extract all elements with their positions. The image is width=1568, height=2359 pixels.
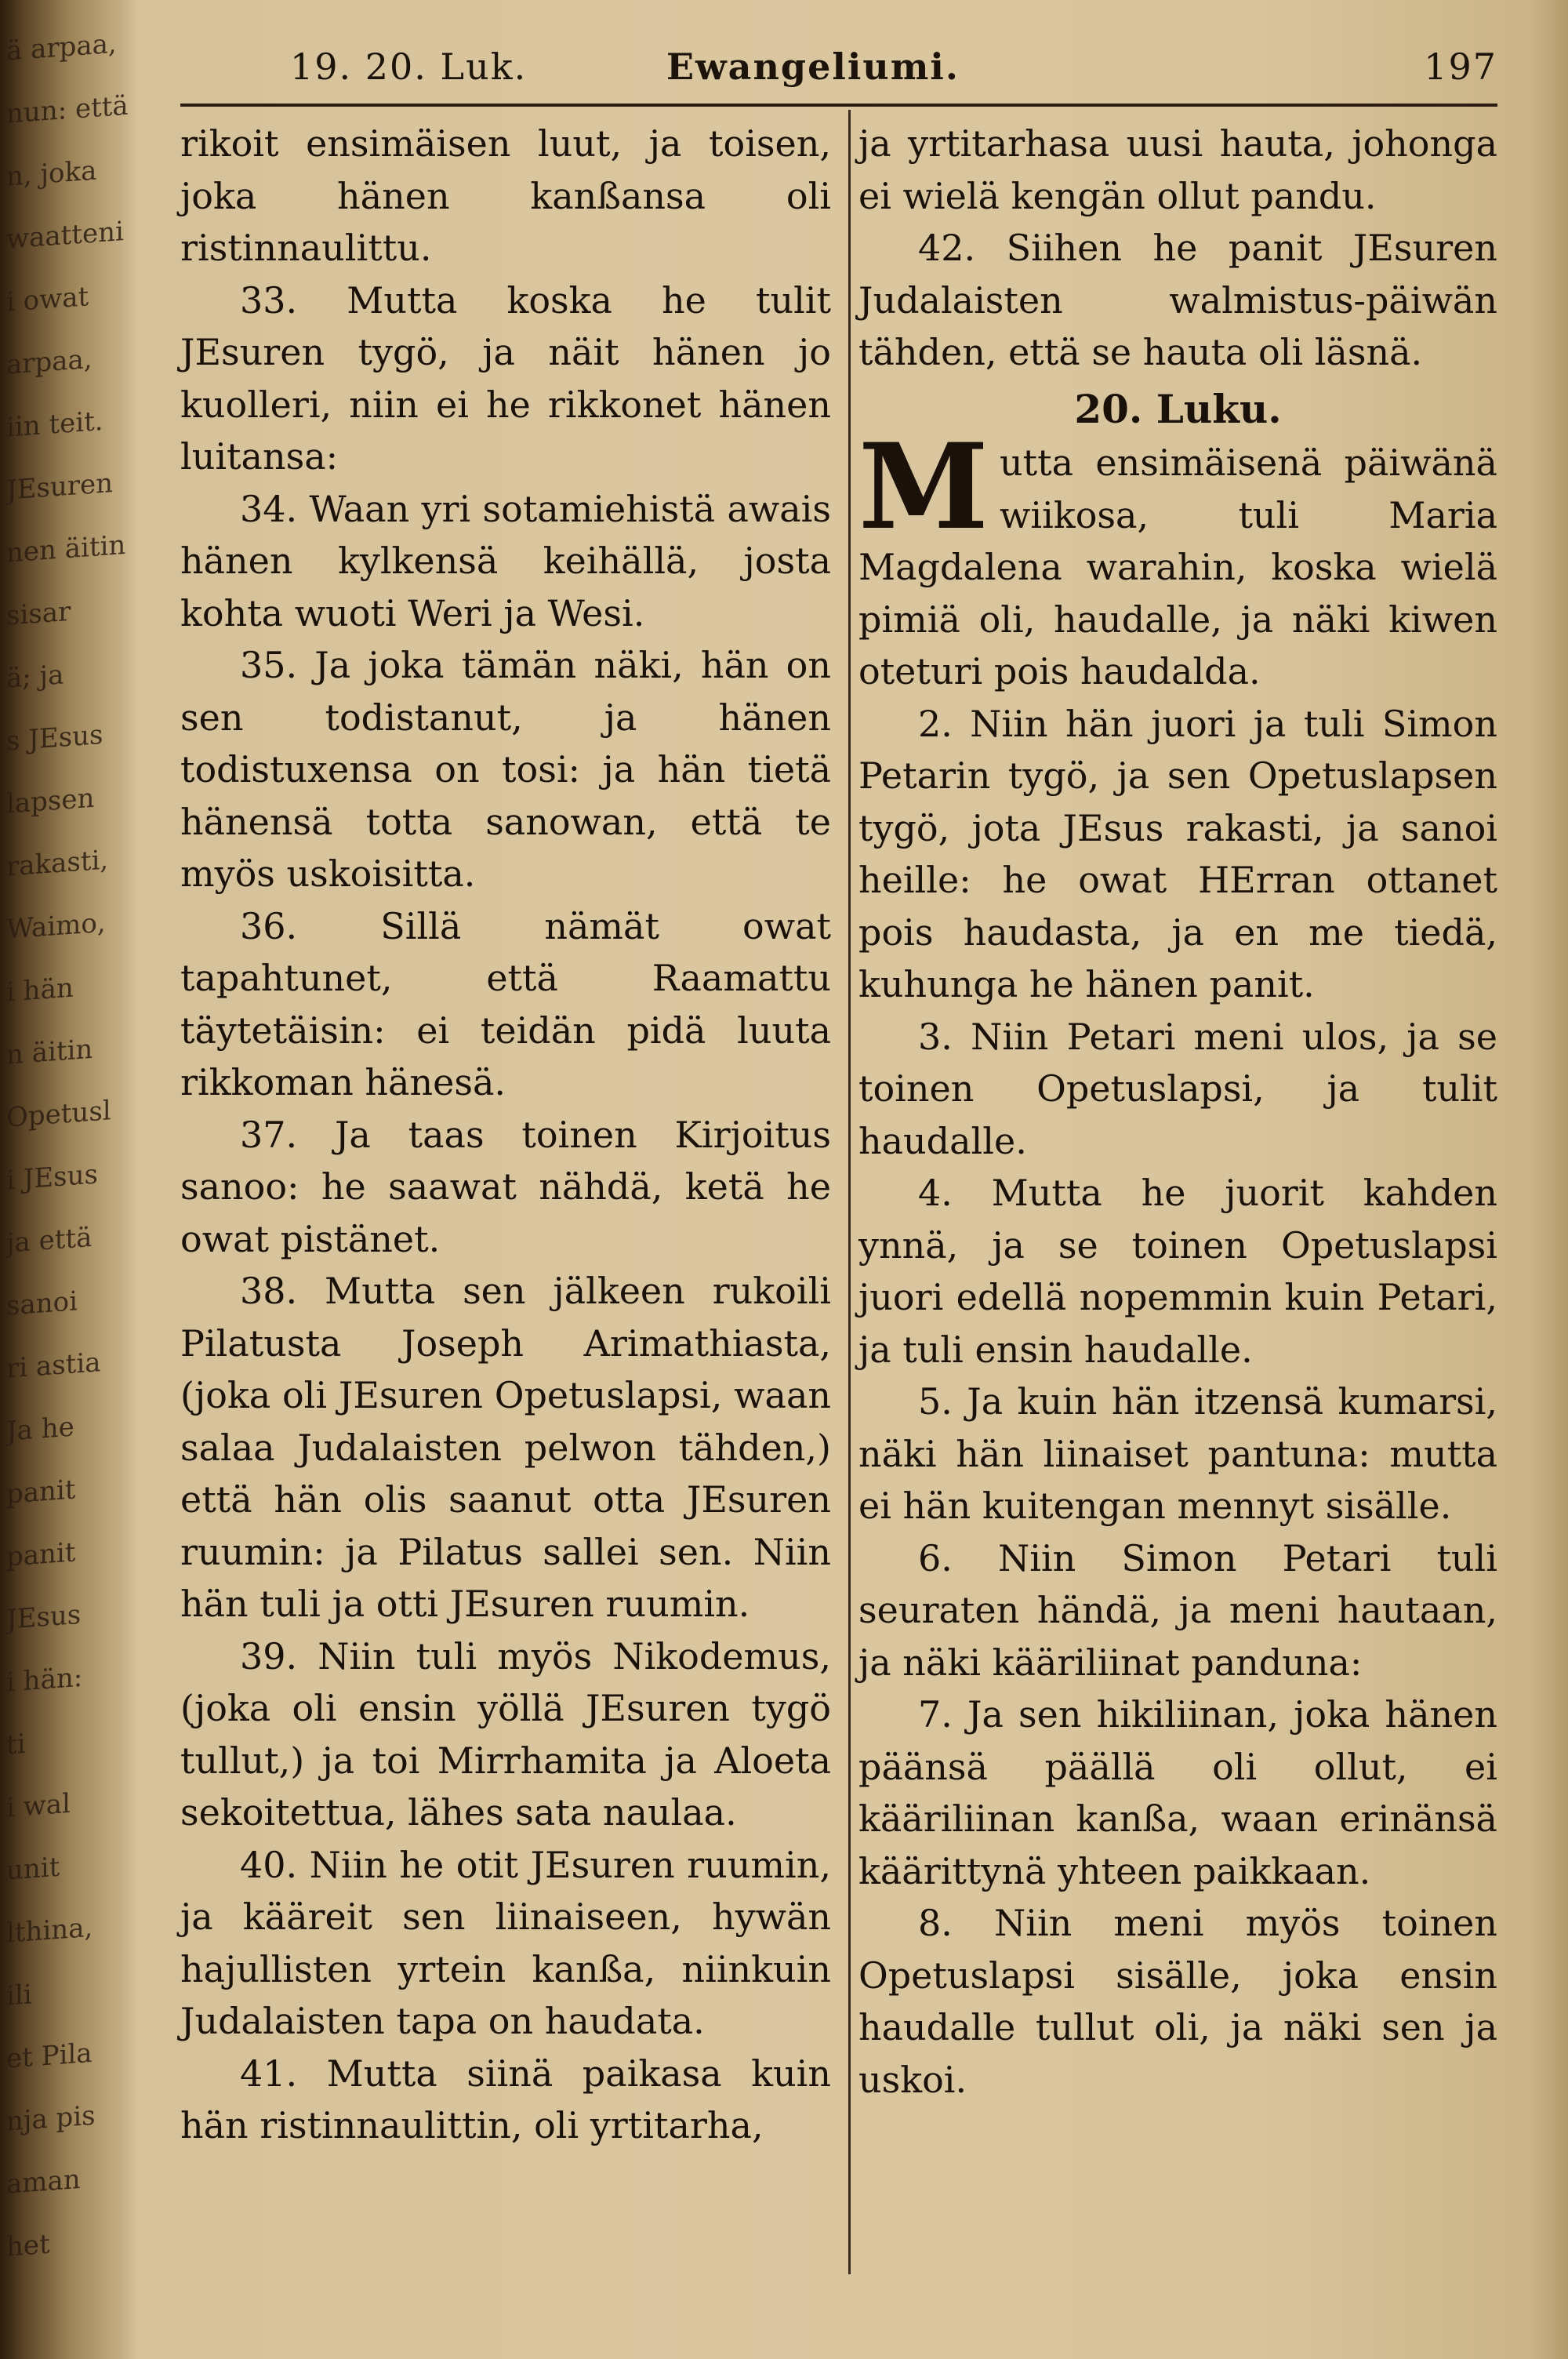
verse: 40. Niin he otit JEsuren ruumin, ja kääreit sen liinaiseen, hywän hajullisten yrtein kanßa, niinkuin Judalaisten tapa on haudata. [180,1843,831,2042]
chapter-opening-verse [858,418,1497,698]
gutter-text-fragment: sanoi [6,1285,78,1322]
gutter-text-fragment: et Pila [6,2037,93,2075]
gutter-text-fragment: JEsus [6,1598,82,1636]
verse: 35. Ja joka tämän näki, hän on sen todistanut, ja hänen todistuxensa on tosi: ja hän tietä hänensä totta sanowan, että te myös uskoisitta. [180,644,831,895]
verse: 8. Niin meni myös toinen Opetuslapsi sisälle, joka ensin haudalle tullut oli, ja näki sen ja uskoi. [858,1902,1497,2101]
gutter-text-fragment: ja että [6,1221,93,1259]
gutter-text-fragment: i JEsus [6,1158,98,1197]
verse: 4. Mutta he juorit kahden ynnä, ja se toinen Opetuslapsi juori edellä nopemmin kuin Petari, ja tuli ensin haudalle. [858,1172,1497,1371]
verse: 41. Mutta siinä paikasa kuin hän ristinnaulittin, oli yrtitarha, [180,2052,831,2146]
verse: 38. Mutta sen jälkeen rukoili Pilatusta Joseph Arimathiasta, (joka oli JEsuren Opetuslapsi, waan salaa Judalaisten pelwon tähden,) että hän olis saanut otta JEsuren ruumin: ja Pilatus sallei sen. Niin hän tuli ja otti JEsuren ruumin. [180,1270,831,1625]
right-column [858,118,1497,2106]
gutter-text-fragment: i wal [6,1787,71,1824]
verse: 42. Siihen he panit JEsuren Judalaisten walmistus-päiwän tähden, että se hauta oli läsnä. [858,227,1497,373]
gutter-text-fragment: nja pis [6,2099,96,2138]
drop-cap: M [858,418,989,556]
verse: 7. Ja sen hikiliinan, joka hänen päänsä päällä oli ollut, ei kääriliinan kanßa, waan erinänsä käärittynä yhteen paikkaan. [858,1693,1497,1892]
gutter-text-fragment: waatteni [6,216,124,256]
gutter-text-fragment: i hän: [6,1661,83,1699]
gutter-text-fragment: JEsuren [6,467,114,507]
page-number: 197 [1424,45,1497,88]
gutter-text-fragment: panit [6,1536,76,1573]
verse-continuation: ja yrtitarhasa uusi hauta, johonga ei wielä kengän ollut pandu. [858,122,1497,217]
chapter-heading: 20. Luku. [1074,385,1282,432]
verse: 36. Sillä nämät owat tapahtunet, että Raamattu täytetäisin: ei teidän pidä luuta rikkoman hänesä. [180,904,831,1103]
running-header [180,45,1497,100]
gutter-text-fragment: Ja he [6,1411,74,1448]
gutter-text-fragment: aman [6,2163,81,2201]
gutter-text-fragment: arpaa, [6,343,93,381]
gutter-text-fragment: i owat [6,281,89,318]
gutter-text-fragment: iin teit. [6,405,103,444]
header-chapter-ref: 19. 20. Luk. [290,45,528,88]
gutter-text-fragment: s JEsus [6,718,103,758]
facing-page-gutter [0,0,137,2359]
gutter-text-fragment: unit [6,1851,60,1887]
header-rule [180,104,1497,107]
verse: 37. Ja taas toinen Kirjoitus sanoo: he saawat nähdä, ketä he owat pistänet. [180,1113,831,1260]
column-divider [848,110,851,2274]
gutter-text-fragment: panit [6,1474,76,1510]
gutter-text-fragment: Waimo, [6,907,106,946]
verse-text: utta ensimäisenä päiwänä wiikosa, tuli Maria Magdalena warahin, koska wielä pimiä oli, haudalle, ja näki kiwen oteturi pois haudalda. [858,442,1497,692]
gutter-text-fragment: ri astia [6,1347,101,1385]
gutter-text-fragment: lapsen [6,782,95,820]
left-column [180,118,831,2152]
verse-continuation: rikoit ensimäisen luut, ja toisen, joka hänen kanßansa oli ristinnaulittu. [180,122,831,269]
gutter-text-fragment: n äitin [6,1033,93,1071]
gutter-text-fragment: nun: että [6,89,129,130]
verse: 34. Waan yri sotamiehistä awais hänen kylkensä keihällä, josta kohta wuoti Weri ja Wesi. [180,487,831,634]
gutter-text-fragment: ä; ja [6,659,64,695]
gutter-text-fragment: n, joka [6,154,97,193]
verse: 2. Niin hän juori ja tuli Simon Petarin tygö, ja sen Opetuslapsen tygö, jota JEsus rakasti, ja sanoi heille: he owat HErran ottanet pois haudasta, ja en me tiedä, kuhunga he hänen panit. [858,702,1497,1005]
gutter-text-fragment: ä arpaa, [6,27,117,67]
gutter-text-fragment: nen äitin [6,529,126,569]
verse: 3. Niin Petari meni ulos, ja se toinen Opetuslapsi, ja tulit haudalle. [858,1015,1497,1162]
gutter-text-fragment: ti [6,1728,26,1761]
verse: 33. Mutta koska he tulit JEsuren tygö, ja näit hänen jo kuolleri, niin ei he rikkonet hänen luitansa: [180,278,831,478]
gutter-text-fragment: i hän [6,972,74,1009]
gutter-text-fragment: ili [6,1979,32,2012]
verse: 5. Ja kuin hän itzensä kumarsi, näki hän liinaiset pantuna: mutta ei hän kuitengan mennyt sisälle. [858,1380,1497,1527]
gutter-text-fragment: rakasti, [6,844,109,883]
gutter-text-fragment: lthina, [6,1911,93,1950]
header-book-title: Ewangeliumi. [666,45,960,88]
gutter-text-fragment: sisar [6,595,71,632]
gutter-text-fragment: Opetusl [6,1095,111,1134]
verse: 6. Niin Simon Petari tuli seuraten händä, ja meni hautaan, ja näki kääriliinat panduna: [858,1536,1497,1684]
verse: 39. Niin tuli myös Nikodemus, (joka oli ensin yöllä JEsuren tygö tullut,) ja toi Mirrhamita ja Aloeta sekoitettua, lähes sata naulaa. [180,1634,831,1834]
gutter-text-fragment: het [6,2228,50,2263]
